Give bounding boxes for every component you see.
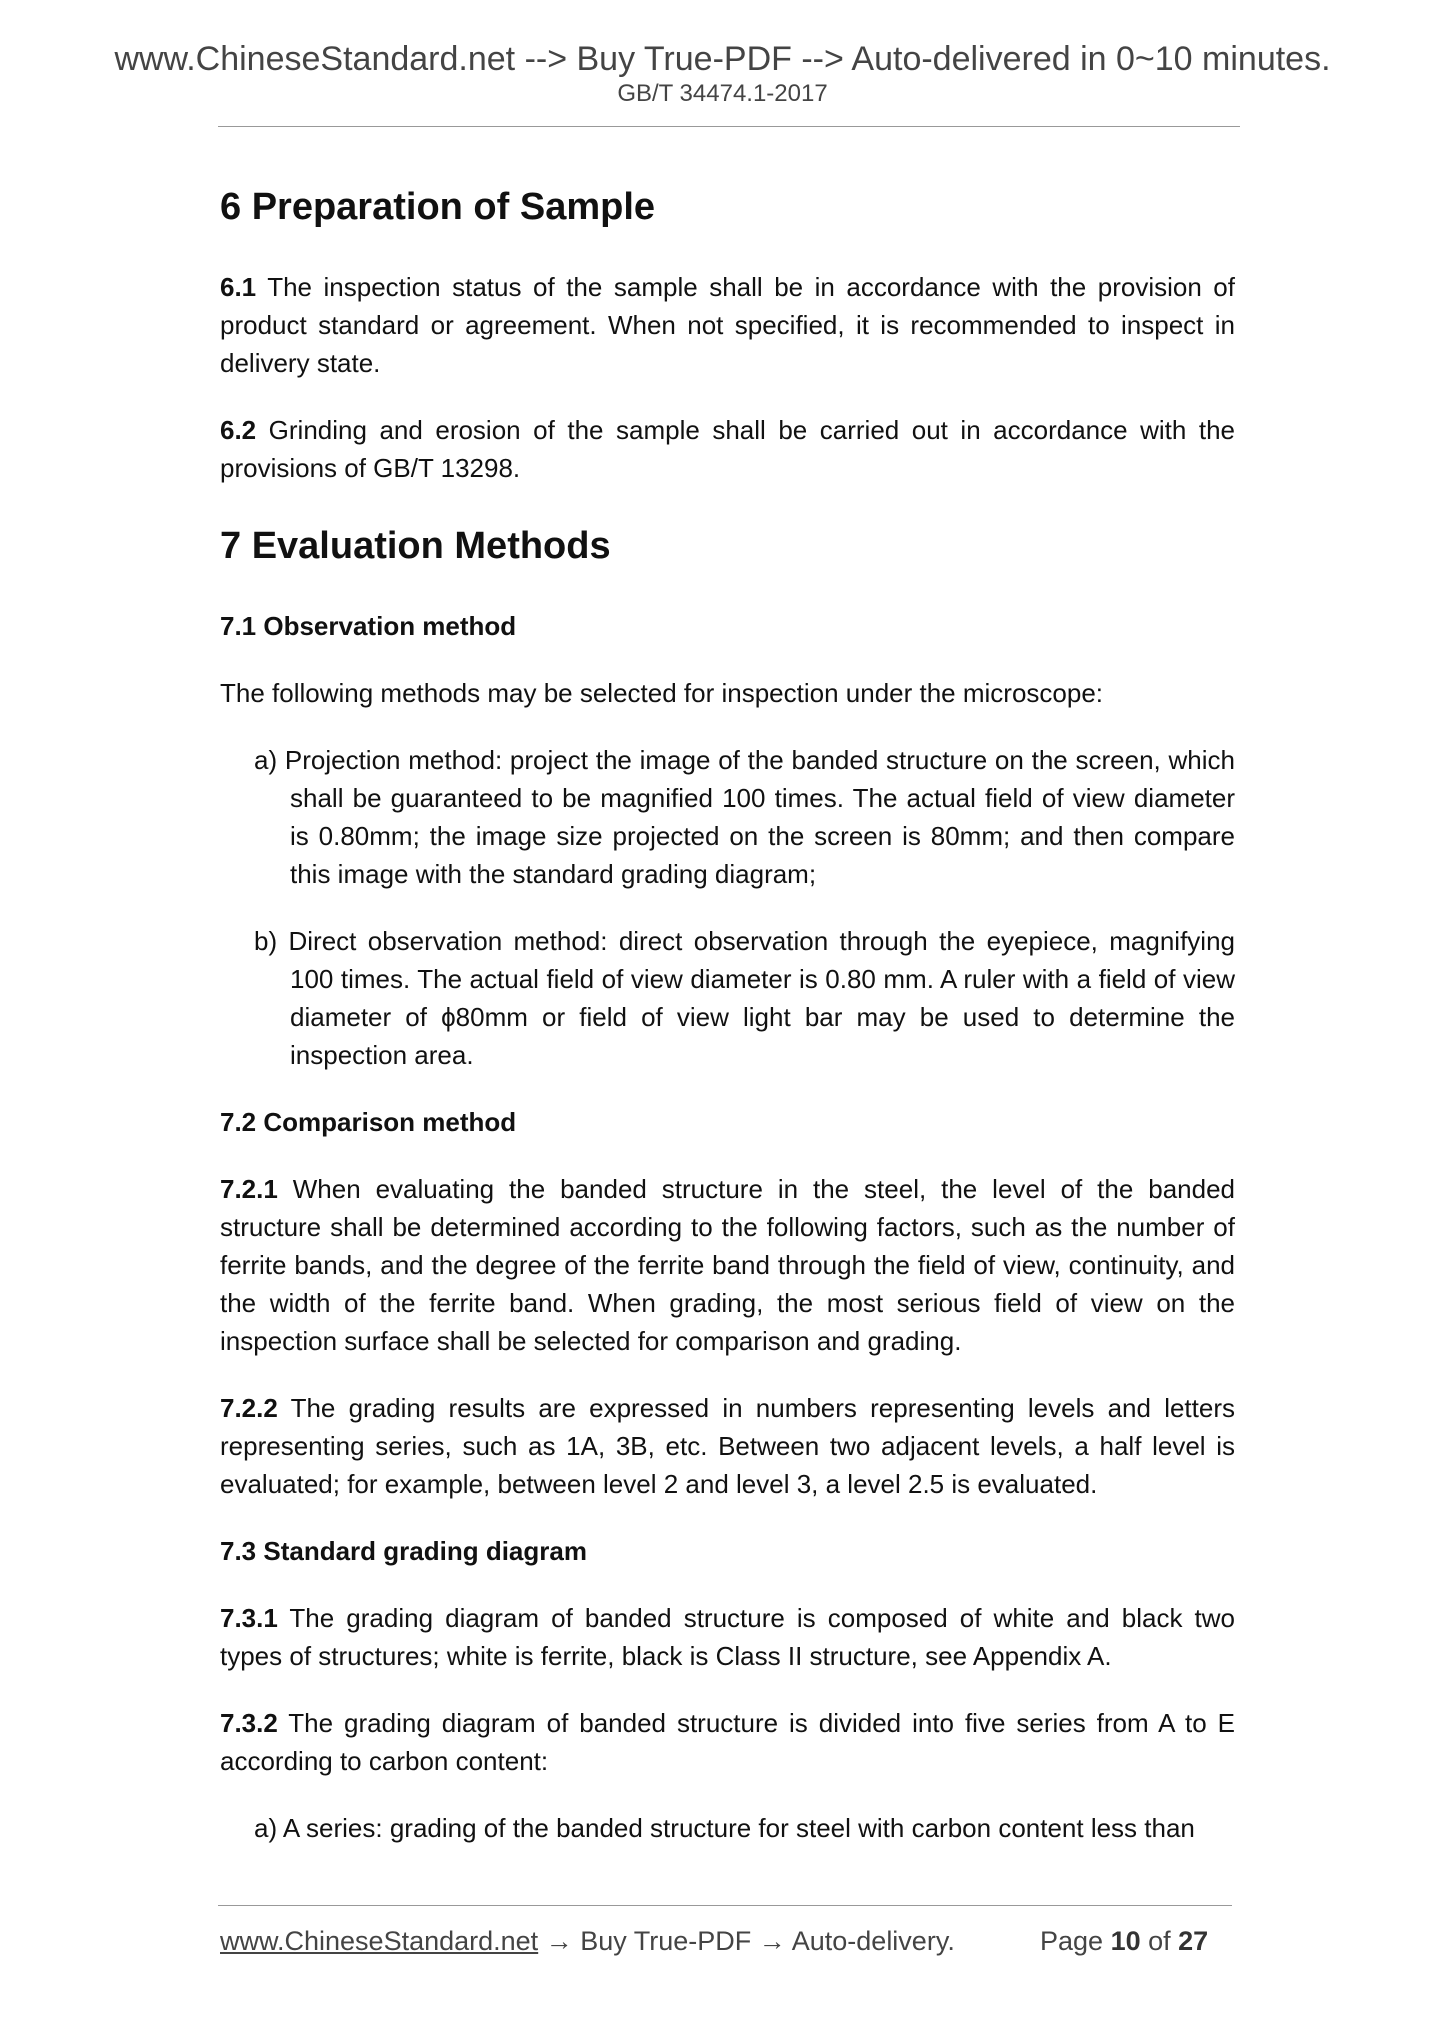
- page-indicator: [1040, 1926, 1208, 1957]
- page-body: [220, 172, 1235, 1876]
- clause-6-2: [220, 411, 1235, 487]
- header-divider: [218, 126, 1240, 127]
- clause-number: 7.3.2: [220, 1708, 278, 1738]
- clause-7-3-2: [220, 1704, 1235, 1780]
- subsection-7-3-heading: 7.3 Standard grading diagram: [220, 1536, 587, 1566]
- subsection-7-1-intro: The following methods may be selected for inspection under the microscope:: [220, 678, 1104, 708]
- clause-number: 7.2.2: [220, 1393, 278, 1423]
- clause-text: The grading results are expressed in numbers representing levels and letters representing series, such as 1A, 3B, etc. Between two adjacent levels, a half level is evaluated; for example, between level 2 and level 3, a level 2.5 is evaluated.: [220, 1393, 1235, 1499]
- page-label: Page: [1040, 1926, 1111, 1956]
- footer-tagline: → Buy True-PDF → Auto-delivery.: [538, 1926, 955, 1956]
- header-banner: www.ChineseStandard.net --> Buy True-PDF --> Auto-delivered in 0~10 minutes.: [114, 40, 1331, 78]
- clause-text: Grinding and erosion of the sample shall be carried out in accordance with the provisions of GB/T 13298.: [220, 415, 1235, 483]
- clause-text: When evaluating the banded structure in the steel, the level of the banded structure shall be determined according to the following factors, such as the number of ferrite bands, and the degree of the ferrite band through the field of view, continuity, and the width of the ferrite band. When grading, the most serious field of view on the inspection surface shall be selected for comparison and grading.: [220, 1174, 1235, 1356]
- page-current: 10: [1110, 1926, 1141, 1956]
- page-total: 27: [1178, 1926, 1209, 1956]
- document-number: GB/T 34474.1-2017: [617, 80, 828, 107]
- footer-site-link[interactable]: www.ChineseStandard.net: [220, 1926, 539, 1956]
- subsection-7-2-heading: 7.2 Comparison method: [220, 1107, 517, 1137]
- clause-text: The grading diagram of banded structure is composed of white and black two types of structures; white is ferrite, black is Class II structure, see Appendix A.: [220, 1603, 1235, 1671]
- clause-number: 7.3.1: [220, 1603, 278, 1633]
- clause-text: The grading diagram of banded structure is divided into five series from A to E according to carbon content:: [220, 1708, 1235, 1776]
- section-6-heading: 6 Preparation of Sample: [220, 186, 656, 228]
- clause-number: 7.2.1: [220, 1174, 278, 1204]
- clause-text: The inspection status of the sample shall be in accordance with the provision of product standard or agreement. When not specified, it is recommended to inspect in delivery state.: [220, 272, 1235, 378]
- clause-number: 6.1: [220, 272, 257, 302]
- clause-number: 6.2: [220, 415, 257, 445]
- clause-7-2-1: [220, 1170, 1235, 1360]
- list-item-a-series: a) A series: grading of the banded structure for steel with carbon content less than: [254, 1813, 1195, 1843]
- section-7-heading: 7 Evaluation Methods: [220, 525, 611, 567]
- footer-links: [220, 1926, 955, 1957]
- subsection-7-1-heading: 7.1 Observation method: [220, 611, 517, 641]
- list-item-projection-method: a) Projection method: project the image of the banded structure on the screen, which shall be guaranteed to be magnified 100 times. The actual field of view diameter is 0.80mm; the image size projected on the screen is 80mm; and then compare this image with the standard grading diagram;: [254, 745, 1235, 889]
- clause-6-1: [220, 268, 1235, 382]
- clause-7-3-1: [220, 1599, 1235, 1675]
- of-label: of: [1140, 1926, 1179, 1956]
- clause-7-2-2: [220, 1389, 1235, 1503]
- list-item-direct-observation-method: b) Direct observation method: direct observation through the eyepiece, magnifying 100 times. The actual field of view diameter is 0.80 mm. A ruler with a field of view diameter of ϕ80mm or field of view light bar may be used to determine the inspection area.: [254, 926, 1235, 1070]
- footer-divider: [218, 1905, 1232, 1906]
